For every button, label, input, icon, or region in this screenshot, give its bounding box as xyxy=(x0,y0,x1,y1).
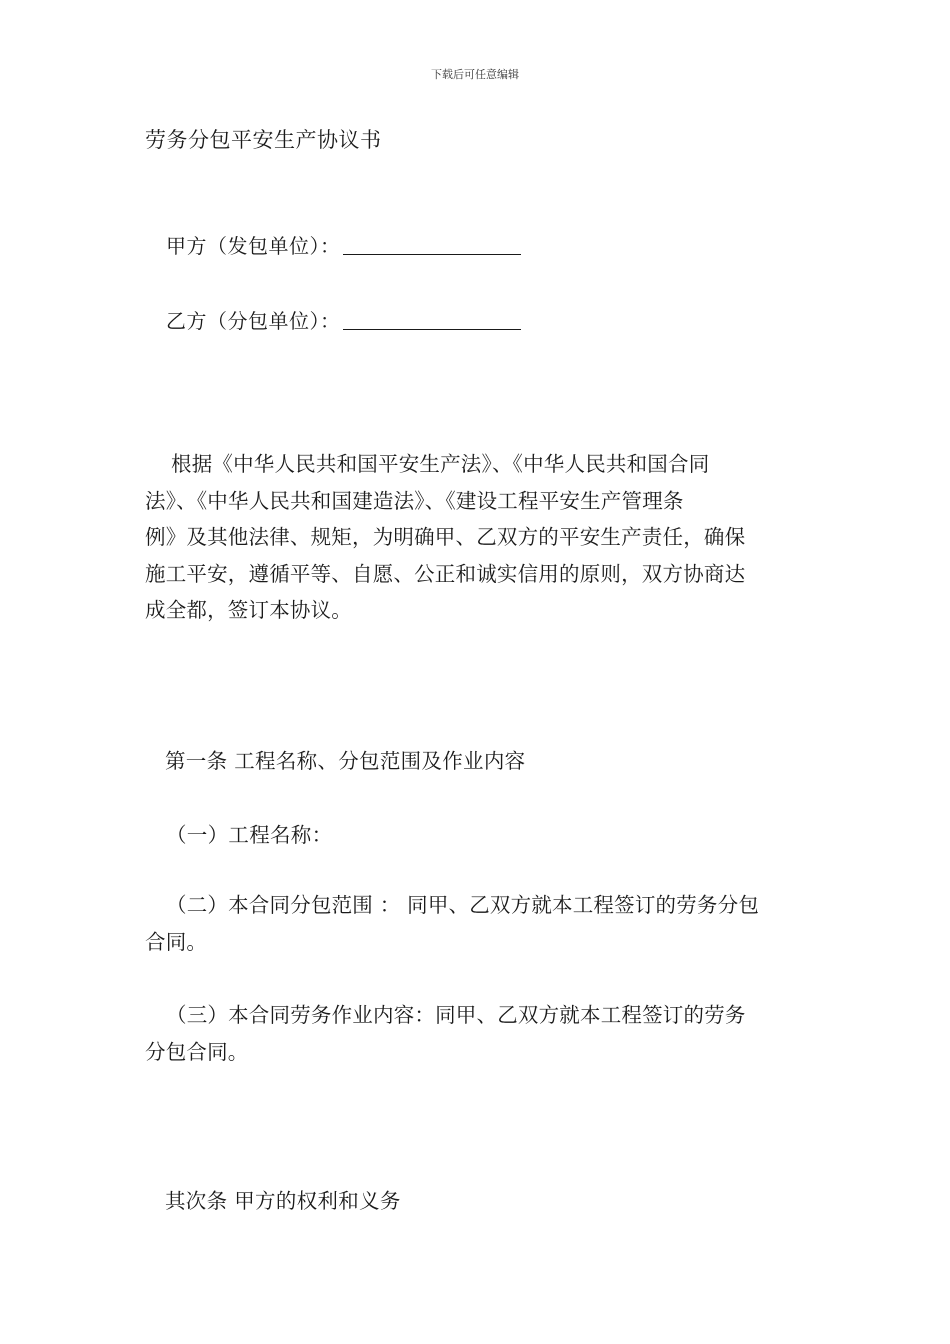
item-3-line: 分包合同。 xyxy=(145,1039,249,1064)
item-3-line: （三）本合同劳务作业内容：同甲、乙双方就本工程签订的劳务 xyxy=(166,1003,746,1027)
party-b-row xyxy=(166,305,521,334)
preamble-line: 例》及其他法律、规矩，为明确甲、乙双方的平安生产责任，确保 xyxy=(145,525,746,549)
party-b-blank-line xyxy=(343,311,521,330)
article-1-heading: 第一条 工程名称、分包范围及作业内容 xyxy=(165,749,526,773)
party-a-blank-line xyxy=(343,236,521,255)
preamble-line: 法》、《中华人民共和国建造法》、《建设工程平安生产管理条 xyxy=(145,488,684,513)
article-1-item-2 xyxy=(145,887,807,960)
preamble-line: 根据《中华人民共和国平安生产法》、《中华人民共和国合同 xyxy=(171,452,710,476)
header-note: 下载后可任意编辑 xyxy=(431,68,519,81)
article-2-heading: 其次条 甲方的权利和义务 xyxy=(165,1189,401,1213)
item-2-line: （二）本合同分包范围 ： 同甲、乙双方就本工程签订的劳务分包 xyxy=(166,893,760,917)
item-2-line: 合同。 xyxy=(145,929,208,954)
document-title: 劳务分包平安生产协议书 xyxy=(145,128,382,152)
article-1-item-1: （一）工程名称： xyxy=(166,823,333,847)
party-a-row xyxy=(166,230,521,259)
party-a-label: 甲方（发包单位）： xyxy=(166,234,341,258)
preamble-line: 成全都，签订本协议。 xyxy=(145,598,352,622)
party-b-label: 乙方（分包单位）： xyxy=(166,309,341,333)
preamble-line: 施工平安，遵循平等、自愿、公正和诚实信用的原则，双方协商达 xyxy=(145,561,746,586)
preamble-paragraph xyxy=(145,446,807,629)
article-1-item-3 xyxy=(145,997,807,1070)
